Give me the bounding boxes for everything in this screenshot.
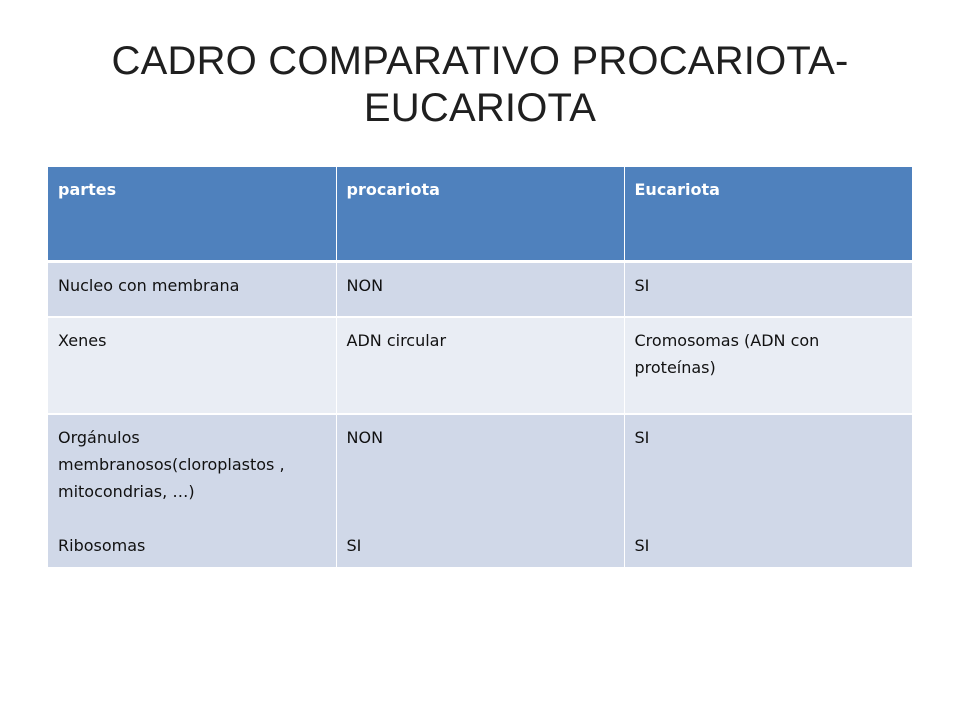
table-row <box>48 262 912 318</box>
header-procariota: procariota <box>336 167 624 262</box>
table-header-row <box>48 167 912 262</box>
cell-procariota: ADN circular <box>336 317 624 414</box>
slide-title <box>48 38 912 132</box>
cell-procariota <box>336 414 624 567</box>
cell-parte: Xenes <box>48 317 336 414</box>
header-eucariota: Eucariota <box>624 167 912 262</box>
cell-eucariota-organulos: SI <box>634 428 650 447</box>
header-partes: partes <box>48 167 336 262</box>
table-row <box>48 317 912 414</box>
cell-parte <box>48 414 336 567</box>
cell-eucariota: Cromosomas (ADN con proteínas) <box>624 317 912 414</box>
cell-procariota-organulos: NON <box>346 428 384 447</box>
cell-procariota: NON <box>336 262 624 318</box>
table-row <box>48 414 912 567</box>
cell-eucariota-ribosomas: SI <box>634 536 650 555</box>
cell-procariota-ribosomas: SI <box>346 536 362 555</box>
slide-title-line-2: EUCARIOTA <box>363 86 597 130</box>
cell-parte-ribosomas: Ribosomas <box>58 536 146 555</box>
cell-parte: Nucleo con membrana <box>48 262 336 318</box>
cell-parte-organulos: Orgánulos membranosos(cloroplastos , mitocondrias, …) <box>58 428 285 501</box>
slide-title-line-1: CADRO COMPARATIVO PROCARIOTA- <box>111 39 849 83</box>
cell-eucariota <box>624 414 912 567</box>
comparison-table <box>48 167 912 567</box>
cell-eucariota: SI <box>624 262 912 318</box>
